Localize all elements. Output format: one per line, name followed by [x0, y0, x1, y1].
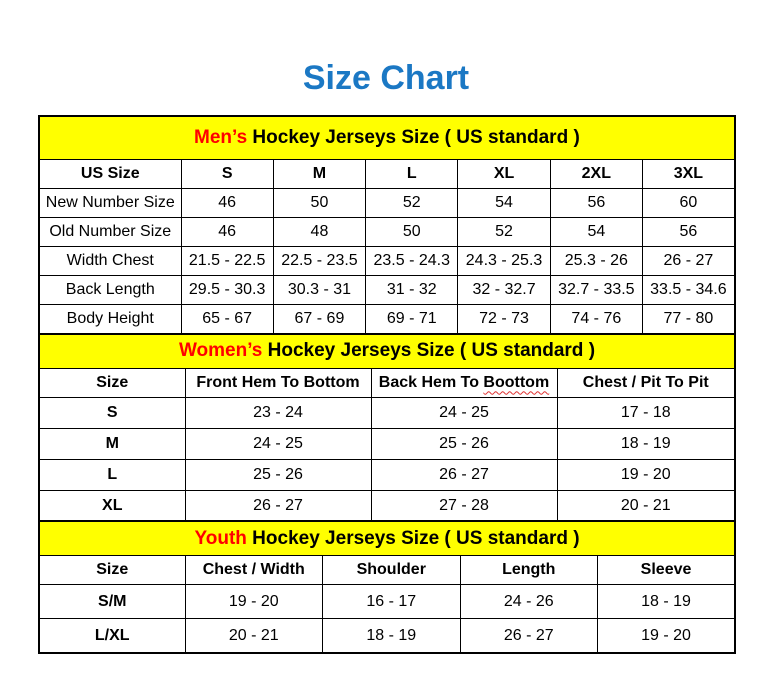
size-value-cell: 46 [181, 218, 273, 247]
column-header [185, 368, 371, 397]
row-label: S/M [39, 585, 185, 619]
section-title-accent: Men’s [194, 127, 248, 148]
column-header-label: 2XL [581, 165, 611, 182]
column-header [181, 160, 273, 189]
size-value-cell: 20 - 21 [185, 619, 323, 654]
size-value-cell: 33.5 - 34.6 [642, 276, 734, 305]
size-value-cell: 26 - 27 [460, 619, 598, 654]
size-value-cell: 52 [458, 218, 550, 247]
column-header [273, 160, 365, 189]
table-row [39, 585, 735, 619]
column-header [371, 368, 557, 397]
column-header-label: Chest / Pit To Pit [582, 373, 709, 391]
table-row [39, 490, 735, 522]
size-value-cell: 77 - 80 [642, 305, 734, 335]
column-header-label: Length [502, 561, 556, 578]
section-title-row-mens [39, 116, 735, 160]
table-row [39, 428, 735, 459]
column-header-label: Size [96, 373, 129, 391]
section-title-row-womens [39, 334, 735, 369]
section-title-text: Hockey Jerseys Size ( US standard ) [262, 340, 596, 361]
size-value-cell: 52 [366, 189, 458, 218]
column-header-label: Back Hem To [378, 373, 484, 391]
column-header [458, 160, 550, 189]
section-title-accent: Youth [194, 527, 247, 549]
column-header [460, 556, 598, 585]
column-header [185, 556, 323, 585]
page-title: Size Chart [302, 59, 470, 97]
row-label: Old Number Size [39, 218, 181, 247]
table-row [39, 218, 735, 247]
section-title-text: Hockey Jerseys Size ( US standard ) [246, 527, 580, 549]
size-value-cell: 23 - 24 [185, 397, 371, 428]
size-value-cell: 19 - 20 [185, 585, 323, 619]
size-value-cell: 32 - 32.7 [458, 276, 550, 305]
size-value-cell: 19 - 20 [598, 619, 736, 654]
size-table-mens [38, 115, 736, 335]
size-value-cell: 17 - 18 [557, 397, 735, 428]
row-label: Width Chest [39, 247, 181, 276]
size-value-cell: 19 - 20 [557, 459, 735, 490]
size-value-cell: 26 - 27 [371, 459, 557, 490]
size-value-cell: 16 - 17 [323, 585, 461, 619]
size-value-cell: 25 - 26 [185, 459, 371, 490]
size-value-cell: 18 - 19 [557, 428, 735, 459]
size-value-cell: 23.5 - 24.3 [366, 247, 458, 276]
table-row [39, 305, 735, 335]
size-value-cell: 69 - 71 [366, 305, 458, 335]
table-row [39, 276, 735, 305]
misspelled-word: Boottom [483, 373, 550, 391]
section-title-accent: Women’s [178, 340, 263, 361]
size-value-cell: 26 - 27 [642, 247, 734, 276]
size-value-cell: 50 [273, 189, 365, 218]
column-header [642, 160, 734, 189]
column-header-label: XL [493, 165, 515, 182]
row-label: S [39, 397, 185, 428]
section-title-mens [39, 116, 735, 160]
size-value-cell: 27 - 28 [371, 490, 557, 522]
column-header-label: Size [96, 561, 129, 578]
size-value-cell: 32.7 - 33.5 [550, 276, 642, 305]
size-value-cell: 30.3 - 31 [273, 276, 365, 305]
size-value-cell: 26 - 27 [185, 490, 371, 522]
row-label: XL [39, 490, 185, 522]
size-table-womens [38, 333, 736, 523]
size-value-cell: 24.3 - 25.3 [458, 247, 550, 276]
column-header [550, 160, 642, 189]
size-value-cell: 24 - 26 [460, 585, 598, 619]
column-header-label: Chest / Width [202, 561, 305, 578]
size-value-cell: 18 - 19 [323, 619, 461, 654]
row-label: Back Length [39, 276, 181, 305]
size-value-cell: 24 - 25 [371, 397, 557, 428]
column-header [366, 160, 458, 189]
row-label: Body Height [39, 305, 181, 335]
size-value-cell: 72 - 73 [458, 305, 550, 335]
size-value-cell: 67 - 69 [273, 305, 365, 335]
size-value-cell: 56 [642, 218, 734, 247]
row-label: L/XL [39, 619, 185, 654]
size-value-cell: 56 [550, 189, 642, 218]
size-value-cell: 21.5 - 22.5 [181, 247, 273, 276]
table-row [39, 189, 735, 218]
size-table-youth [38, 520, 736, 654]
column-header [39, 368, 185, 397]
column-header-label: Front Hem To Bottom [196, 373, 360, 391]
column-header-row [39, 368, 735, 397]
column-header [598, 556, 736, 585]
size-value-cell: 29.5 - 30.3 [181, 276, 273, 305]
column-header [39, 160, 181, 189]
size-value-cell: 46 [181, 189, 273, 218]
section-title-text: Hockey Jerseys Size ( US standard ) [247, 127, 580, 148]
size-value-cell: 54 [550, 218, 642, 247]
column-header-label: Sleeve [640, 561, 692, 578]
column-header-row [39, 160, 735, 189]
size-value-cell: 60 [642, 189, 734, 218]
row-label: New Number Size [39, 189, 181, 218]
table-row [39, 619, 735, 654]
column-header [557, 368, 735, 397]
size-value-cell: 18 - 19 [598, 585, 736, 619]
column-header-row [39, 556, 735, 585]
size-value-cell: 31 - 32 [366, 276, 458, 305]
size-value-cell: 20 - 21 [557, 490, 735, 522]
column-header-label: S [221, 165, 233, 182]
table-row [39, 459, 735, 490]
size-value-cell: 25.3 - 26 [550, 247, 642, 276]
row-label: L [39, 459, 185, 490]
size-value-cell: 50 [366, 218, 458, 247]
table-row [39, 247, 735, 276]
size-value-cell: 24 - 25 [185, 428, 371, 459]
size-value-cell: 74 - 76 [550, 305, 642, 335]
size-tables [38, 115, 734, 654]
table-row [39, 397, 735, 428]
column-header-label: Shoulder [356, 561, 426, 578]
section-title-youth [39, 521, 735, 556]
column-header-label: 3XL [673, 165, 704, 182]
column-header-label: US Size [80, 165, 140, 182]
size-value-cell: 22.5 - 23.5 [273, 247, 365, 276]
column-header [39, 556, 185, 585]
size-value-cell: 48 [273, 218, 365, 247]
column-header [323, 556, 461, 585]
column-header-label: L [406, 165, 417, 182]
size-value-cell: 54 [458, 189, 550, 218]
column-header-label: M [312, 165, 327, 182]
section-title-row-youth [39, 521, 735, 556]
size-value-cell: 65 - 67 [181, 305, 273, 335]
size-value-cell: 25 - 26 [371, 428, 557, 459]
row-label: M [39, 428, 185, 459]
section-title-womens [39, 334, 735, 369]
size-chart-container [38, 0, 734, 654]
